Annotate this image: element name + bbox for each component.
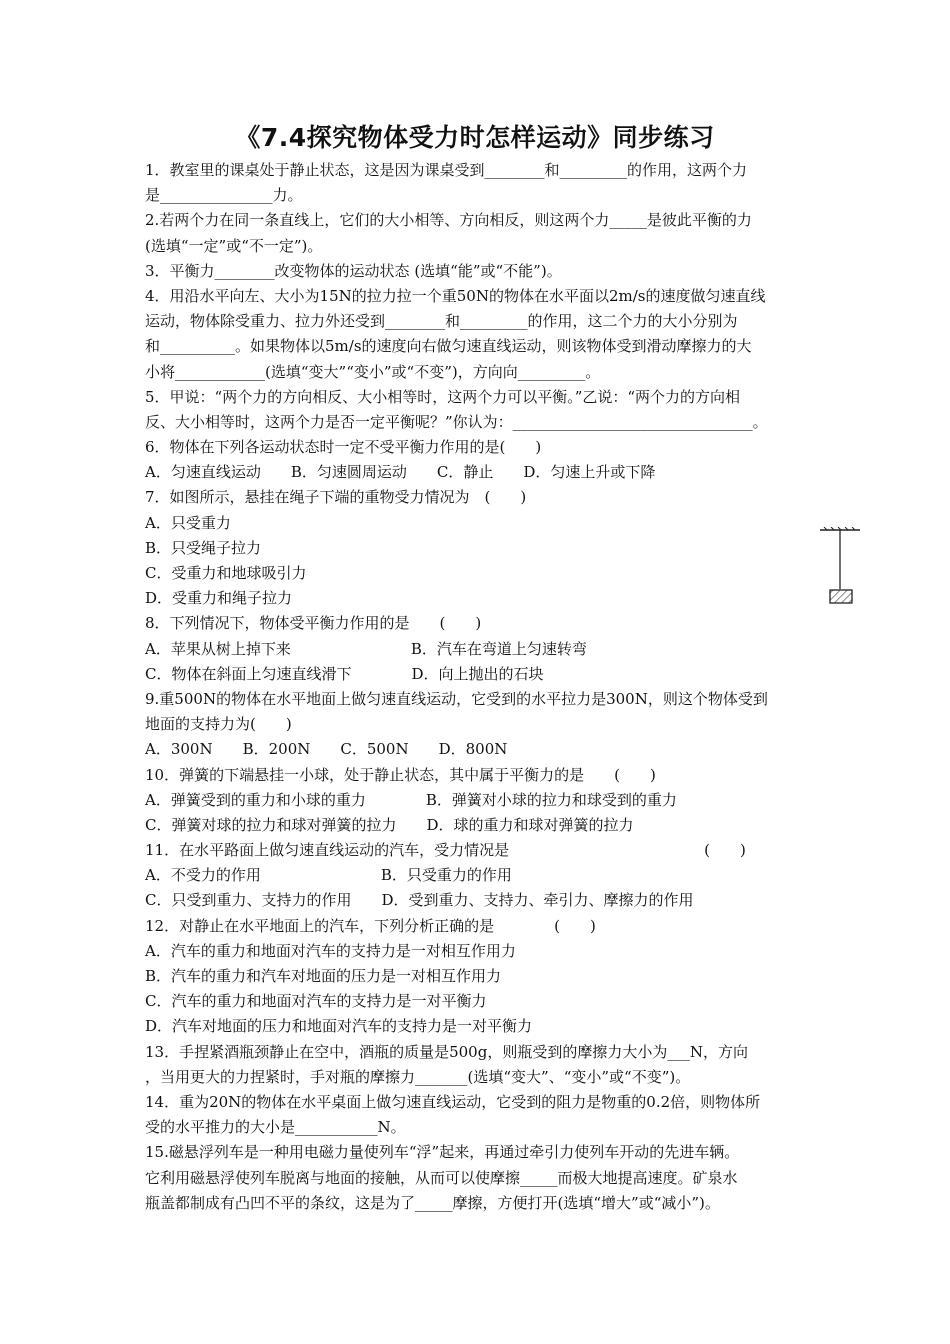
text-line: 8．下列情况下，物体受平衡力作用的是 ( ) [145,614,482,633]
text-line: 反、大小相等时，这两个力是否一定平衡呢？”你认为：________________________________。 [145,412,768,431]
text-line: 13．手捏紧酒瓶颈静止在空中，酒瓶的质量是500g，则瓶受到的摩擦力大小为___N，方向 [145,1042,748,1061]
text-line: 瓶盖都制成有凸凹不平的条纹，这是为了_____摩擦，方便打开(选填“增大”或“减小”)。 [145,1193,720,1212]
text-line: ，当用更大的力捏紧时，手对瓶的摩擦力_______(选填“变大”、“变小”或“不变”)。 [145,1067,691,1086]
text-line: D．受重力和绳子拉力 [145,589,293,608]
text-line: 受的水平推力的大小是___________N。 [145,1118,406,1137]
text-line: 4．用沿水平向左、大小为15N的拉力拉一个重50N的物体在水平面以2m/s的速度做匀速直线 [145,286,766,305]
text-line: 2.若两个力在同一条直线上，它们的大小相等、方向相反，则这两个力_____是彼此平衡的力 [145,211,752,230]
text-line [145,1216,815,1241]
text-line: 7．如图所示，悬挂在绳子下端的重物受力情况为 ( ) [145,488,527,507]
text-line: A．匀速直线运动 B．匀速圆周运动 C．静止 D．匀速上升或下降 [145,463,656,482]
hanging-weight-figure [818,527,862,607]
text-line: 1．教室里的课桌处于静止状态，这是因为课桌受到________和_________的作用，这两个力 [145,161,748,179]
text-line: D．汽车对地面的压力和地面对汽车的支持力是一对平衡力 [145,1017,533,1036]
text-line: 14．重为20N的物体在水平桌面上做匀速直线运动，它受到的阻力是物重的0.2倍，则物体所 [145,1092,761,1111]
text-line: C．弹簧对球的拉力和球对弹簧的拉力 D．球的重力和球对弹簧的拉力 [145,815,634,834]
text-line: A．汽车的重力和地面对汽车的支持力是一对相互作用力 [145,941,516,960]
text-line: A．300N B．200N C．500N D．800N [145,740,508,759]
text-line: A．只受重力 [145,513,231,532]
text-line: 是_______________力。 [145,186,303,205]
text-line: A．苹果从树上掉下来 B．汽车在弯道上匀速转弯 [145,639,587,658]
text-line: 11．在水平路面上做匀速直线运动的汽车，受力情况是 ( ) [145,841,746,860]
text-line: 15.磁悬浮列车是一种用电磁力量使列车“浮”起来，再通过牵引力使列车开动的先进车辆。 [145,1143,740,1162]
text-line: A．不受力的作用 B．只受重力的作用 [145,866,512,885]
text-line: A．弹簧受到的重力和小球的重力 B．弹簧对小球的拉力和球受到的重力 [145,790,677,809]
text-line: 5．甲说：“两个力的方向相反、大小相等时，这两个力可以平衡。”乙说：“两个力的方向相 [145,387,741,406]
text-line: C．受重力和地球吸引力 [145,564,307,582]
question-list [145,158,815,1241]
text-line: 9.重500N的物体在水平地面上做匀速直线运动，它受到的水平拉力是300N，则这个物体受到 [145,689,768,708]
text-line: 6．物体在下列各运动状态时一定不受平衡力作用的是( ) [145,438,542,457]
text-line: 12．对静止在水平地面上的汽车，下列分析正确的是 ( ) [145,916,596,935]
text-line: C．只受到重力、支持力的作用 D．受到重力、支持力、牵引力、摩擦力的作用 [145,891,694,910]
text-line: B．只受绳子拉力 [145,538,262,557]
text-line: 它利用磁悬浮使列车脱离与地面的接触，从而可以使摩擦_____而极大地提高速度。矿泉水 [145,1168,738,1187]
text-line: C．物体在斜面上匀速直线滑下 D．向上抛出的石块 [145,664,544,683]
text-line: C．汽车的重力和地面对汽车的支持力是一对平衡力 [145,992,487,1011]
text-line: 地面的支持力为( ) [145,715,292,734]
text-line: 运动，物体除受重力、拉力外还受到________和_________的作用，这二个力的大小分别为 [145,312,738,331]
text-line: 3．平衡力________改变物体的运动状态 (选填“能”或“不能”)。 [145,261,562,280]
text-line: 10．弹簧的下端悬挂一小球，处于静止状态，其中属于平衡力的是 ( ) [145,765,656,784]
page-title: 《7.4探究物体受力时怎样运动》同步练习 [235,123,715,152]
weight-block [830,590,852,603]
text-line: (选填“一定”或“不一定”)。 [145,236,323,255]
text-line: 和__________。如果物体以5m/s的速度向右做匀速直线运动，则该物体受到滑动摩擦力的大 [145,337,752,356]
text-line: 小将____________(选填“变大”“变小”或“不变”)，方向向_________。 [145,362,601,381]
text-line: B．汽车的重力和汽车对地面的压力是一对相互作用力 [145,967,502,985]
